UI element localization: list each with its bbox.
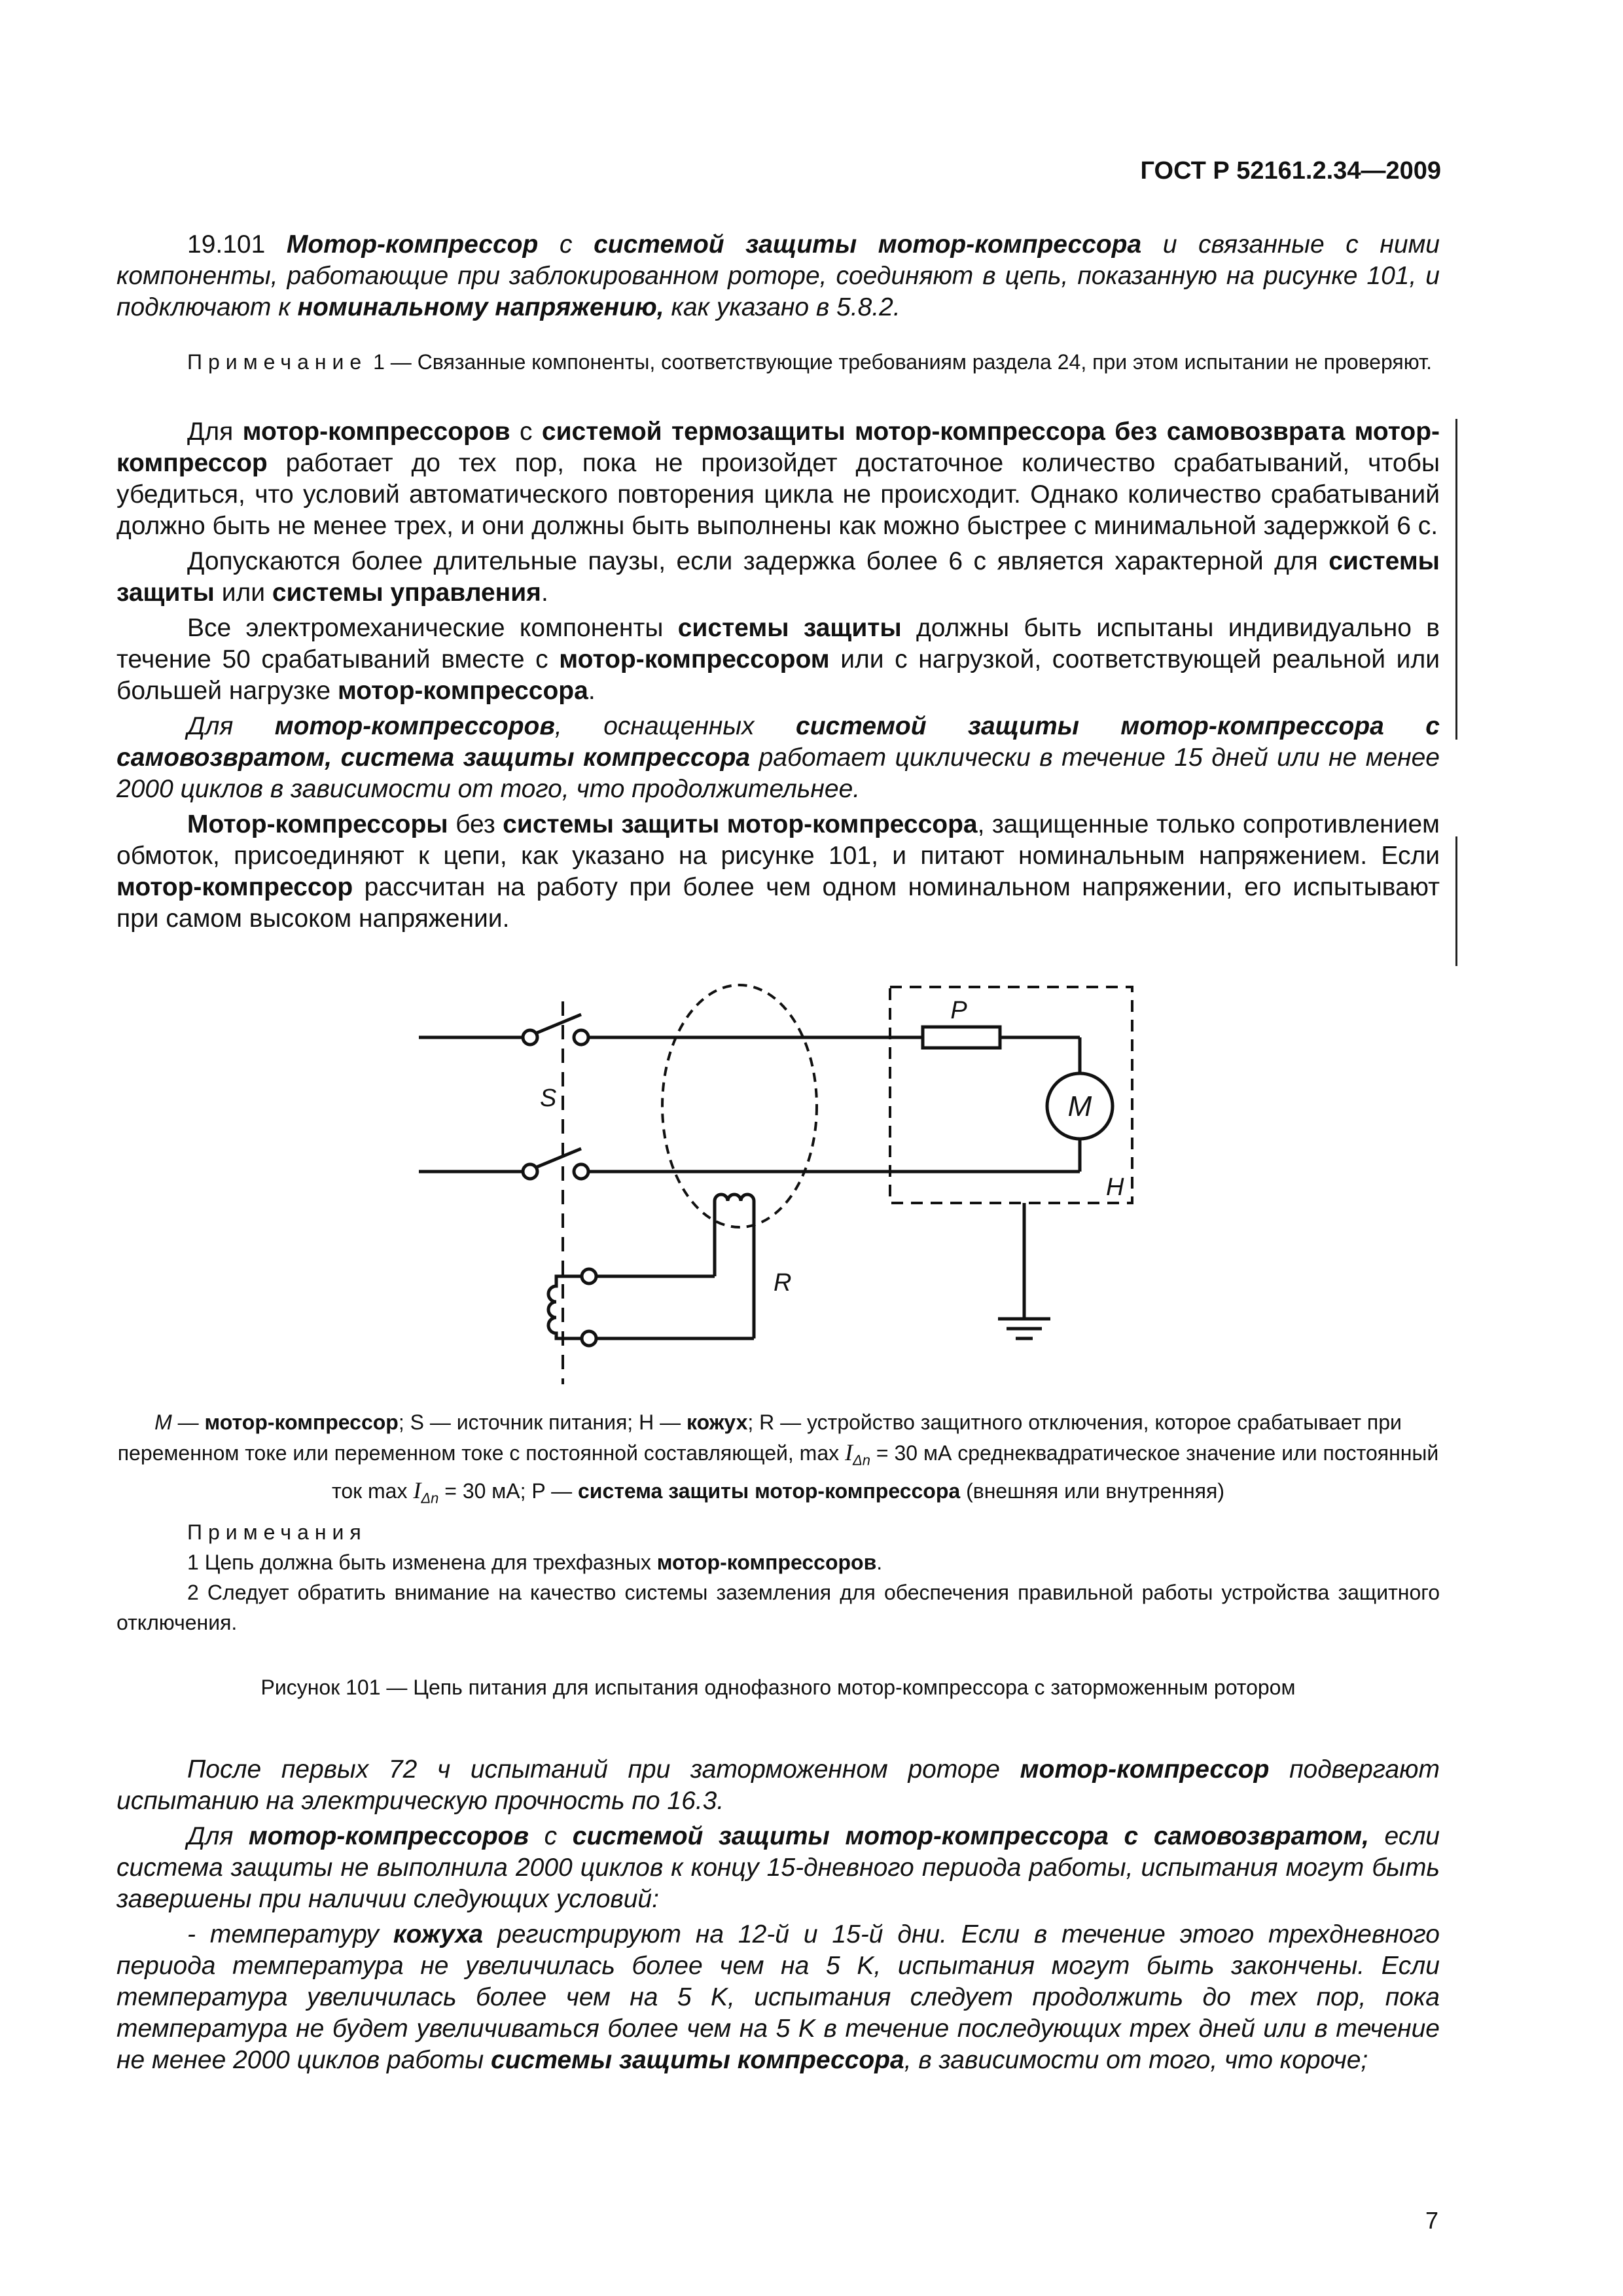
legend-text: P — <box>531 1479 578 1503</box>
switch-blade <box>535 1014 581 1033</box>
legend-text: H — <box>639 1410 687 1434</box>
text: и связанные с ними компоненты, работающие при заблокированном роторе, соединяют в цепь, показанную на рисунке 101, и подключают к <box>116 230 1440 321</box>
text: с <box>538 230 594 259</box>
term: системой защиты мотор-компрессора <box>594 230 1142 259</box>
current-transformer <box>662 985 817 1227</box>
text: работает циклически в течение 15 дней или не менее 2000 циклов в зависимости от того, что продолжительнее. <box>116 744 1440 803</box>
revision-bar <box>1455 836 1457 966</box>
text: После первых 72 ч испытаний при заторможенном роторе <box>187 1755 1020 1784</box>
rcd-terminal <box>582 1269 596 1283</box>
note-label: Примечание <box>187 350 368 374</box>
term: мотор-компрессоров <box>656 1551 877 1574</box>
term: системы защиты <box>116 547 1440 607</box>
paragraph <box>116 809 1440 935</box>
current-symbol: I <box>413 1477 421 1504</box>
text: как указано в 5.8.2. <box>664 293 901 321</box>
term: Мотор-компрессоры <box>187 810 448 838</box>
text: с <box>529 1822 573 1850</box>
paragraph <box>116 613 1440 707</box>
term: системой защиты мотор-компрессора с самовозвратом, <box>572 1822 1369 1850</box>
term: системой защиты мотор-компрессора с самовозвратом, система защиты компрессора <box>116 712 1440 772</box>
term: мотор-компрессор <box>1020 1755 1270 1784</box>
note-text: 1 — Связанные компоненты, соответствующие требованиям раздела 24, при этом испытании не проверяют. <box>367 350 1432 374</box>
term: мотор-компрессора <box>337 677 588 705</box>
text: , защищенные только сопротивлением обмоток, присоединяют к цепи, как указано на рисунке 101, и питают номинальным напряжением. Если <box>116 810 1440 870</box>
term: мотор-компрессор <box>116 873 353 901</box>
legend-term: кожух <box>686 1410 748 1434</box>
current-subscript: Δn <box>853 1452 871 1469</box>
rcd-coil-top <box>715 1194 754 1338</box>
term: мотор-компрессоров <box>242 418 510 446</box>
paragraph <box>116 1821 1440 1915</box>
paragraph <box>116 1754 1440 1817</box>
figure-legend <box>116 1407 1440 1514</box>
term: мотор-компрессоров <box>274 712 555 740</box>
body-section <box>116 416 1440 939</box>
page-number: 7 <box>1425 2207 1438 2234</box>
legend-text: = 30 мА; <box>438 1479 532 1503</box>
switch-contact <box>574 1030 588 1045</box>
paragraph <box>116 546 1440 609</box>
note-item <box>116 1547 1440 1577</box>
current-subscript: Δn <box>421 1490 439 1507</box>
document-header: ГОСТ Р 52161.2.34—2009 <box>1140 157 1441 185</box>
legend-term: мотор-компрессор <box>204 1410 399 1434</box>
text: должны быть испытаны индивидуально в течение 50 срабатываний вместе с <box>116 614 1440 673</box>
circuit-diagram <box>406 975 1152 1394</box>
legend-text: (внешняя или внутренняя) <box>960 1479 1224 1503</box>
figure-caption: Рисунок 101 — Цепь питания для испытания однофазного мотор-компрессора с заторможенным ротором <box>260 1676 1296 1699</box>
protection-resistor-p <box>923 1027 1000 1048</box>
text: 1 Цепь должна быть изменена для трехфазных <box>187 1551 657 1574</box>
text: без <box>448 810 503 838</box>
note-item: 2 Следует обратить внимание на качество системы заземления для обеспечения правильной работы устройства защитного отключения. <box>116 1581 1440 1634</box>
text: Для <box>187 1822 249 1850</box>
term: мотор-компрессором <box>559 645 830 673</box>
label-s: S <box>540 1085 557 1112</box>
term: номинальному напряжению, <box>297 293 664 321</box>
term: мотор-компрессоров <box>248 1822 529 1850</box>
text: , в зависимости от того, что короче; <box>904 2046 1368 2074</box>
label-r: R <box>774 1269 792 1297</box>
text: . <box>588 677 596 705</box>
text: Для <box>187 712 275 740</box>
revision-bar <box>1455 419 1457 740</box>
rcd-coil-left <box>548 1276 582 1338</box>
text: Для <box>187 418 243 446</box>
paragraph-19-101 <box>116 229 1440 327</box>
paragraph <box>116 416 1440 542</box>
text: если система защиты не выполнила 2000 циклов к концу 15-дневного периода работы, испытания могут быть завершены при наличии следующих условий: <box>116 1822 1440 1913</box>
switch-contact <box>574 1164 588 1179</box>
rcd-terminal <box>582 1331 596 1346</box>
label-h: H <box>1106 1174 1124 1201</box>
notes-title <box>116 1517 1440 1547</box>
text: или с нагрузкой, соответствующей реальной или большей нагрузке <box>116 645 1440 705</box>
text: Допускаются более длительные паузы, если задержка более 6 с является характерной для <box>187 547 1329 575</box>
text: . <box>876 1551 883 1574</box>
legend-term: система защиты мотор-компрессора <box>577 1479 961 1503</box>
legend-text: ; R — устройство защитного отключения, которое срабатывает при переменном токе или переменном токе с постоянной составляющей, max <box>117 1410 1402 1465</box>
text: , оснащенных <box>554 712 796 740</box>
term: системы защиты мотор-компрессора <box>503 810 978 838</box>
paragraph <box>116 1919 1440 2076</box>
legend-text: ; S — источник питания; <box>398 1410 639 1434</box>
paragraph <box>116 711 1440 805</box>
text: рассчитан на работу при более чем одном номинальном напряжении, его испытывают при самом высоком напряжении. <box>116 873 1440 933</box>
text: подвергают испытанию на электрическую прочность по 16.3. <box>116 1755 1440 1815</box>
text: . <box>541 579 548 607</box>
text: регистрируют на 12-й и 15-й дни. Если в течение этого трехдневного периода температура не увеличилась более чем на 5 K, испытания могут быть закончены. Если температура увеличилась более чем на 5 K, испытания следует продолжить до тех пор, пока температура не будет увеличиваться более чем на 5 K в течение последующих трех дней или в течение не менее 2000 циклов работы <box>116 1920 1440 2074</box>
body-section-end <box>116 1754 1440 2080</box>
current-symbol: I <box>845 1439 853 1465</box>
legend-text: — <box>171 1410 205 1434</box>
label-p: P <box>950 997 967 1024</box>
label-m: M <box>1067 1090 1092 1122</box>
term: системы защиты компрессора <box>491 2046 904 2074</box>
notes-title-text: Примечания <box>187 1520 367 1544</box>
term: Мотор-компрессор <box>286 230 539 259</box>
text: или <box>214 579 272 607</box>
text: Все электромеханические компоненты <box>187 614 678 642</box>
legend-text: = 30 мА среднеквадратическое значение или постоянный ток max <box>332 1441 1439 1503</box>
figure-notes <box>116 1517 1440 1638</box>
text: - температуру <box>187 1920 393 1948</box>
term: системы управления <box>272 579 541 607</box>
text: работает до тех пор, пока не произойдет достаточное количество срабатываний, чтобы убедиться, что условий автоматического повторения цикла не происходит. Однако количество срабатываний должно быть не менее трех, и они должны быть выполнены как можно быстрее с минимальной задержкой 6 с. <box>116 449 1440 540</box>
term: системы защиты <box>677 614 902 642</box>
legend-symbol: M <box>154 1410 172 1434</box>
note-1 <box>116 347 1440 377</box>
switch-blade <box>535 1149 581 1168</box>
term: кожуха <box>393 1920 484 1948</box>
term: системой термозащиты мотор-компрессора без самовозврата мотор-компрессор <box>116 418 1440 477</box>
clause-number: 19.101 <box>187 230 287 259</box>
text: с <box>510 418 542 446</box>
